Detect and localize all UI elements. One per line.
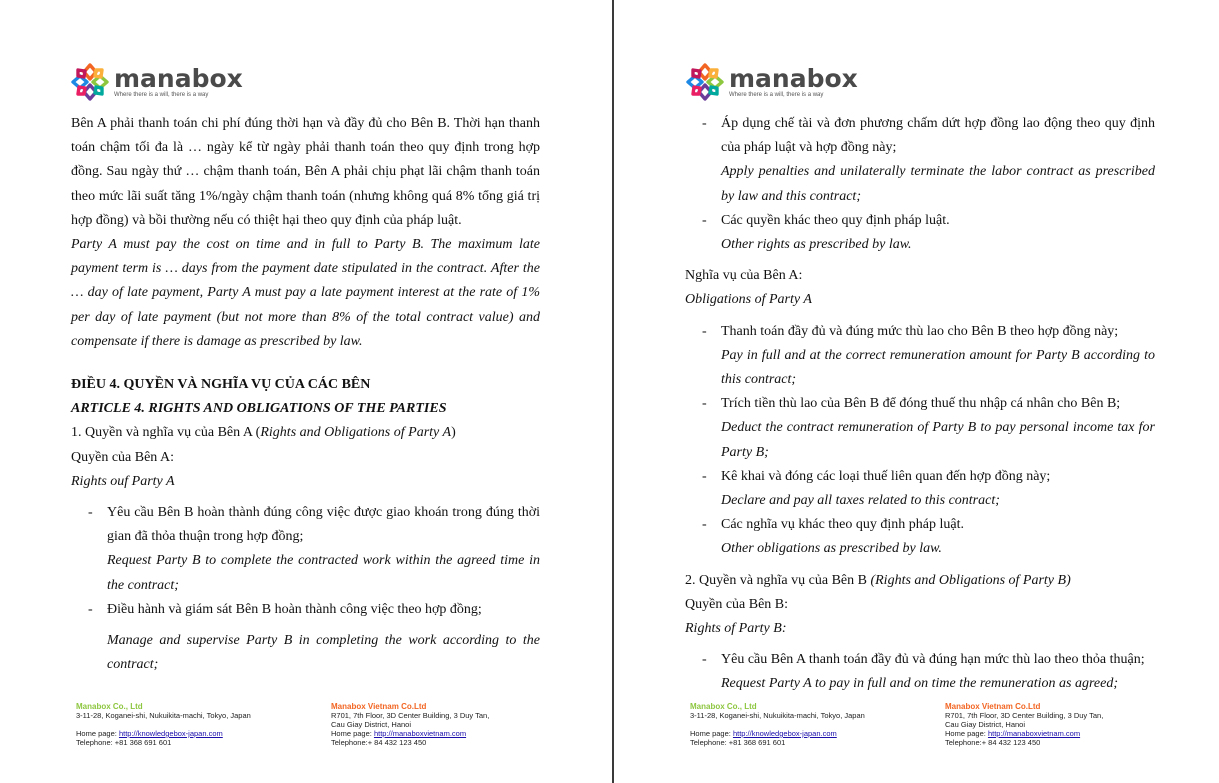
- list-item: - Thanh toán đầy đủ và đúng mức thù lao cho Bên B theo hợp đồng này; Pay in full and at the correct remuneration amount for Party B according to this contract;: [685, 320, 1155, 393]
- rights-party-b-en: Rights of Party B:: [685, 621, 787, 637]
- homepage-link-japan[interactable]: http://knowledgebox-japan.com: [118, 729, 223, 738]
- brand-tagline: Where there is a will, there is a way: [114, 92, 209, 98]
- payment-paragraph-en: Party A must pay the cost on time and in full to Party B. The maximum late payment term is … days from the payment date stipulated in the contract. After the … day of late payment, Party A must pay a late payment interest at the rate of 1% per day of late payment (but not more than 8% of the total contract value) and compensate if there is damage as prescribed by law.: [71, 237, 540, 349]
- section-2-title: 2. Quyền và nghĩa vụ của Bên B (Rights and Obligations of Party B): [685, 572, 1071, 588]
- bullet-dash: -: [702, 212, 707, 228]
- list-item: - Điều hành và giám sát Bên B hoàn thành công việc theo hợp đồng; Manage and supervise Party B in completing the work according to the contract;: [71, 598, 540, 678]
- brand-name: manabox: [114, 64, 243, 93]
- brand-tagline: Where there is a will, there is a way: [729, 92, 824, 98]
- left-body: [71, 112, 540, 677]
- homepage-link-vietnam[interactable]: http://manaboxvietnam.com: [373, 729, 467, 738]
- list-item: - Các nghĩa vụ khác theo quy định pháp luật. Other obligations as prescribed by law.: [685, 513, 1155, 561]
- brand-name: manabox: [729, 64, 858, 93]
- obligations-party-a-vi: Nghĩa vụ của Bên A:: [685, 268, 803, 284]
- bullet-dash: -: [702, 517, 707, 533]
- manabox-flower-icon: [70, 62, 110, 102]
- footer-japan: Manabox Co., Ltd 3-11-28, Koganei-shi, Nukuikita-machi, Tokyo, Japan Home page: http://knowledgebox-japan.com Telephone: +81 368 691 601: [690, 702, 865, 747]
- rights-party-b-list: [685, 648, 1155, 696]
- manabox-flower-icon: [685, 62, 725, 102]
- rights-party-a-vi: Quyền của Bên A:: [71, 449, 175, 465]
- homepage-link-vietnam[interactable]: http://manaboxvietnam.com: [987, 729, 1081, 738]
- list-item: - Áp dụng chế tài và đơn phương chấm dứt hợp đồng lao động theo quy định của pháp luật và hợp đồng này; Apply penalties and unilaterally terminate the labor contract as prescribed by law and this contract;: [685, 112, 1155, 209]
- payment-paragraph-vi: Bên A phải thanh toán chi phí đúng thời hạn và đầy đủ cho Bên B. Thời hạn thanh toán chậm tối đa là … ngày kể từ ngày phải thanh toán theo quy định trong hợp đồng. Sau ngày thứ … chậm thanh toán, Bên A phải chịu phạt lãi chậm thanh toán theo mức lãi suất tăng 1%/ngày chậm thanh toán (nhưng không quá 8% tổng giá trị hợp đồng) và bồi thường nếu có thiệt hại theo quy định của pháp luật.: [71, 116, 540, 228]
- list-item: - Các quyền khác theo quy định pháp luật. Other rights as prescribed by law.: [685, 209, 1155, 257]
- list-item: - Trích tiền thù lao của Bên B để đóng thuế thu nhập cá nhân cho Bên B; Deduct the contract remuneration of Party B to pay personal income tax for Party B;: [685, 392, 1155, 465]
- bullet-dash: -: [702, 116, 707, 131]
- footer-vietnam: Manabox Vietnam Co.Ltd R701, 7th Floor, 3D Center Building, 3 Duy Tan, Cau Giay District, Hanoi Home page: http://manaboxvietnam.com Telephone:+ 84 432 123 450: [331, 702, 490, 747]
- homepage-link-japan[interactable]: http://knowledgebox-japan.com: [732, 729, 837, 738]
- bullet-dash: -: [702, 323, 707, 339]
- footer-vietnam: Manabox Vietnam Co.Ltd R701, 7th Floor, 3D Center Building, 3 Duy Tan, Cau Giay District, Hanoi Home page: http://manaboxvietnam.com Telephone:+ 84 432 123 450: [945, 702, 1104, 747]
- list-item: - Yêu cầu Bên A thanh toán đầy đủ và đúng hạn mức thù lao theo thỏa thuận; Request Party A to pay in full and on time the remuneration as agreed;: [685, 648, 1155, 696]
- obligations-party-a-list: [685, 320, 1155, 562]
- rights-party-a-list: [71, 501, 540, 677]
- section-1-title: 1. Quyền và nghĩa vụ của Bên A (Rights and Obligations of Party A): [71, 425, 456, 441]
- right-body: [685, 112, 1155, 697]
- article-4-title-en: ARTICLE 4. RIGHTS AND OBLIGATIONS OF THE PARTIES: [71, 401, 447, 417]
- article-4-title-vi: ĐIỀU 4. QUYỀN VÀ NGHĨA VỤ CỦA CÁC BÊN: [71, 377, 371, 393]
- rights-party-a-en: Rights ouf Party A: [71, 473, 175, 489]
- rights-party-a-list-cont: [685, 112, 1155, 257]
- bullet-dash: -: [88, 601, 93, 617]
- document-page-right: [614, 0, 1219, 783]
- bullet-dash: -: [702, 396, 707, 412]
- bullet-dash: -: [88, 505, 93, 521]
- list-item: - Yêu cầu Bên B hoàn thành đúng công việc được giao khoán trong đúng thời gian đã thỏa thuận trong hợp đồng; Request Party B to complete the contracted work within the agreed time in the contract;: [71, 501, 540, 598]
- bullet-dash: -: [702, 468, 707, 484]
- footer-japan: Manabox Co., Ltd 3-11-28, Koganei-shi, Nukuikita-machi, Tokyo, Japan Home page: http://knowledgebox-japan.com Telephone: +81 368 691 601: [76, 702, 251, 747]
- obligations-party-a-en: Obligations of Party A: [685, 292, 812, 308]
- list-item: - Kê khai và đóng các loại thuế liên quan đến hợp đồng này; Declare and pay all taxes related to this contract;: [685, 465, 1155, 513]
- bullet-dash: -: [702, 652, 707, 668]
- rights-party-b-vi: Quyền của Bên B:: [685, 596, 789, 612]
